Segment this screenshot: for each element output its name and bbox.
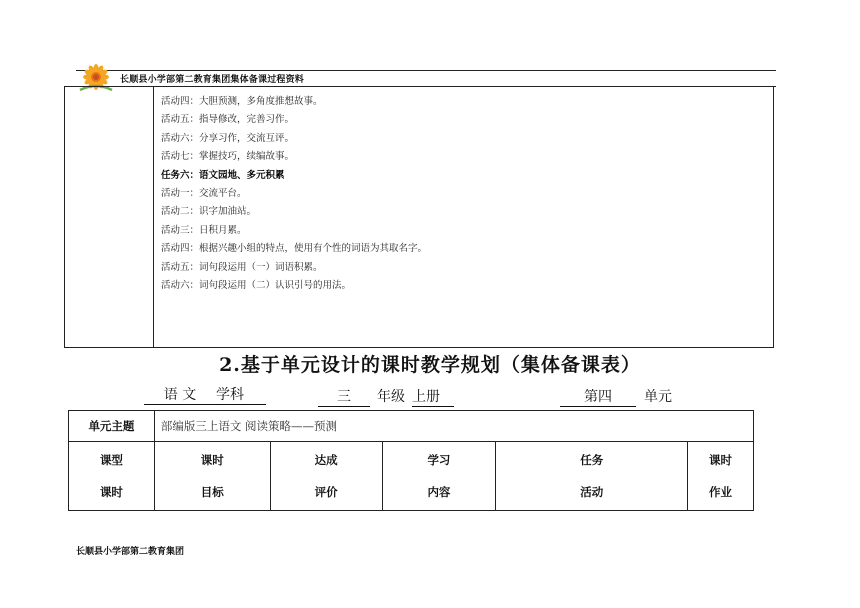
header-top-rule <box>76 70 776 71</box>
grade-value: 三 <box>318 388 370 407</box>
list-item: 活动一：交流平台。 <box>161 188 247 200</box>
list-item: 活动五：词句段运用（一）词语积累。 <box>161 261 323 273</box>
column-header-objective: 课时 目标 <box>154 442 270 511</box>
unit-suffix: 单元 <box>644 389 672 405</box>
subject-value: 语 文 <box>144 386 216 405</box>
footer-text: 长顺县小学部第二教育集团 <box>76 547 185 557</box>
task-heading: 任务六：语文园地、多元积累 <box>161 169 285 181</box>
list-item: 活动六：分享习作，交流互评。 <box>161 132 295 144</box>
grade-field <box>318 386 454 407</box>
subject-suffix: 学科 <box>216 386 266 405</box>
list-item: 活动三：日积月累。 <box>161 224 247 236</box>
column-header-type: 课型 课时 <box>69 442 155 511</box>
list-item: 活动七：掌握技巧，续编故事。 <box>161 151 295 163</box>
header-title: 长顺县小学部第二教育集团集体备课过程资料 <box>120 75 305 85</box>
list-item: 活动六：词句段运用（二）认识引号的用法。 <box>161 280 352 292</box>
list-item: 活动五：指导修改，完善习作。 <box>161 114 295 126</box>
lesson-plan-table <box>68 410 754 511</box>
activities-table <box>64 86 774 348</box>
section-title: 2.基于单元设计的课时教学规划（集体备课表） <box>219 354 641 376</box>
column-header-evaluation: 达成 评价 <box>270 442 382 511</box>
unit-theme-label: 单元主题 <box>69 411 155 442</box>
unit-theme-value: 部编版三上语文 阅读策略——预测 <box>154 411 753 442</box>
column-header-homework: 课时 作业 <box>688 442 754 511</box>
table-header-row <box>69 442 754 511</box>
list-item: 活动四：大胆预测，多角度推想故事。 <box>161 96 323 107</box>
list-item: 活动二：识字加油站。 <box>161 206 257 218</box>
term-value: 上册 <box>412 388 454 407</box>
column-header-activity: 任务 活动 <box>496 442 688 511</box>
column-header-content: 学习 内容 <box>382 442 496 511</box>
activity-list <box>161 93 427 295</box>
subject-field <box>144 386 266 405</box>
unit-value: 第四 <box>560 388 636 407</box>
list-item: 活动四：根据兴趣小组的特点，使用有个性的词语为其取名字。 <box>161 243 428 255</box>
grade-suffix: 年级 <box>377 389 405 405</box>
table-column-divider <box>153 87 154 347</box>
table-row <box>69 411 754 442</box>
unit-field <box>560 386 680 407</box>
